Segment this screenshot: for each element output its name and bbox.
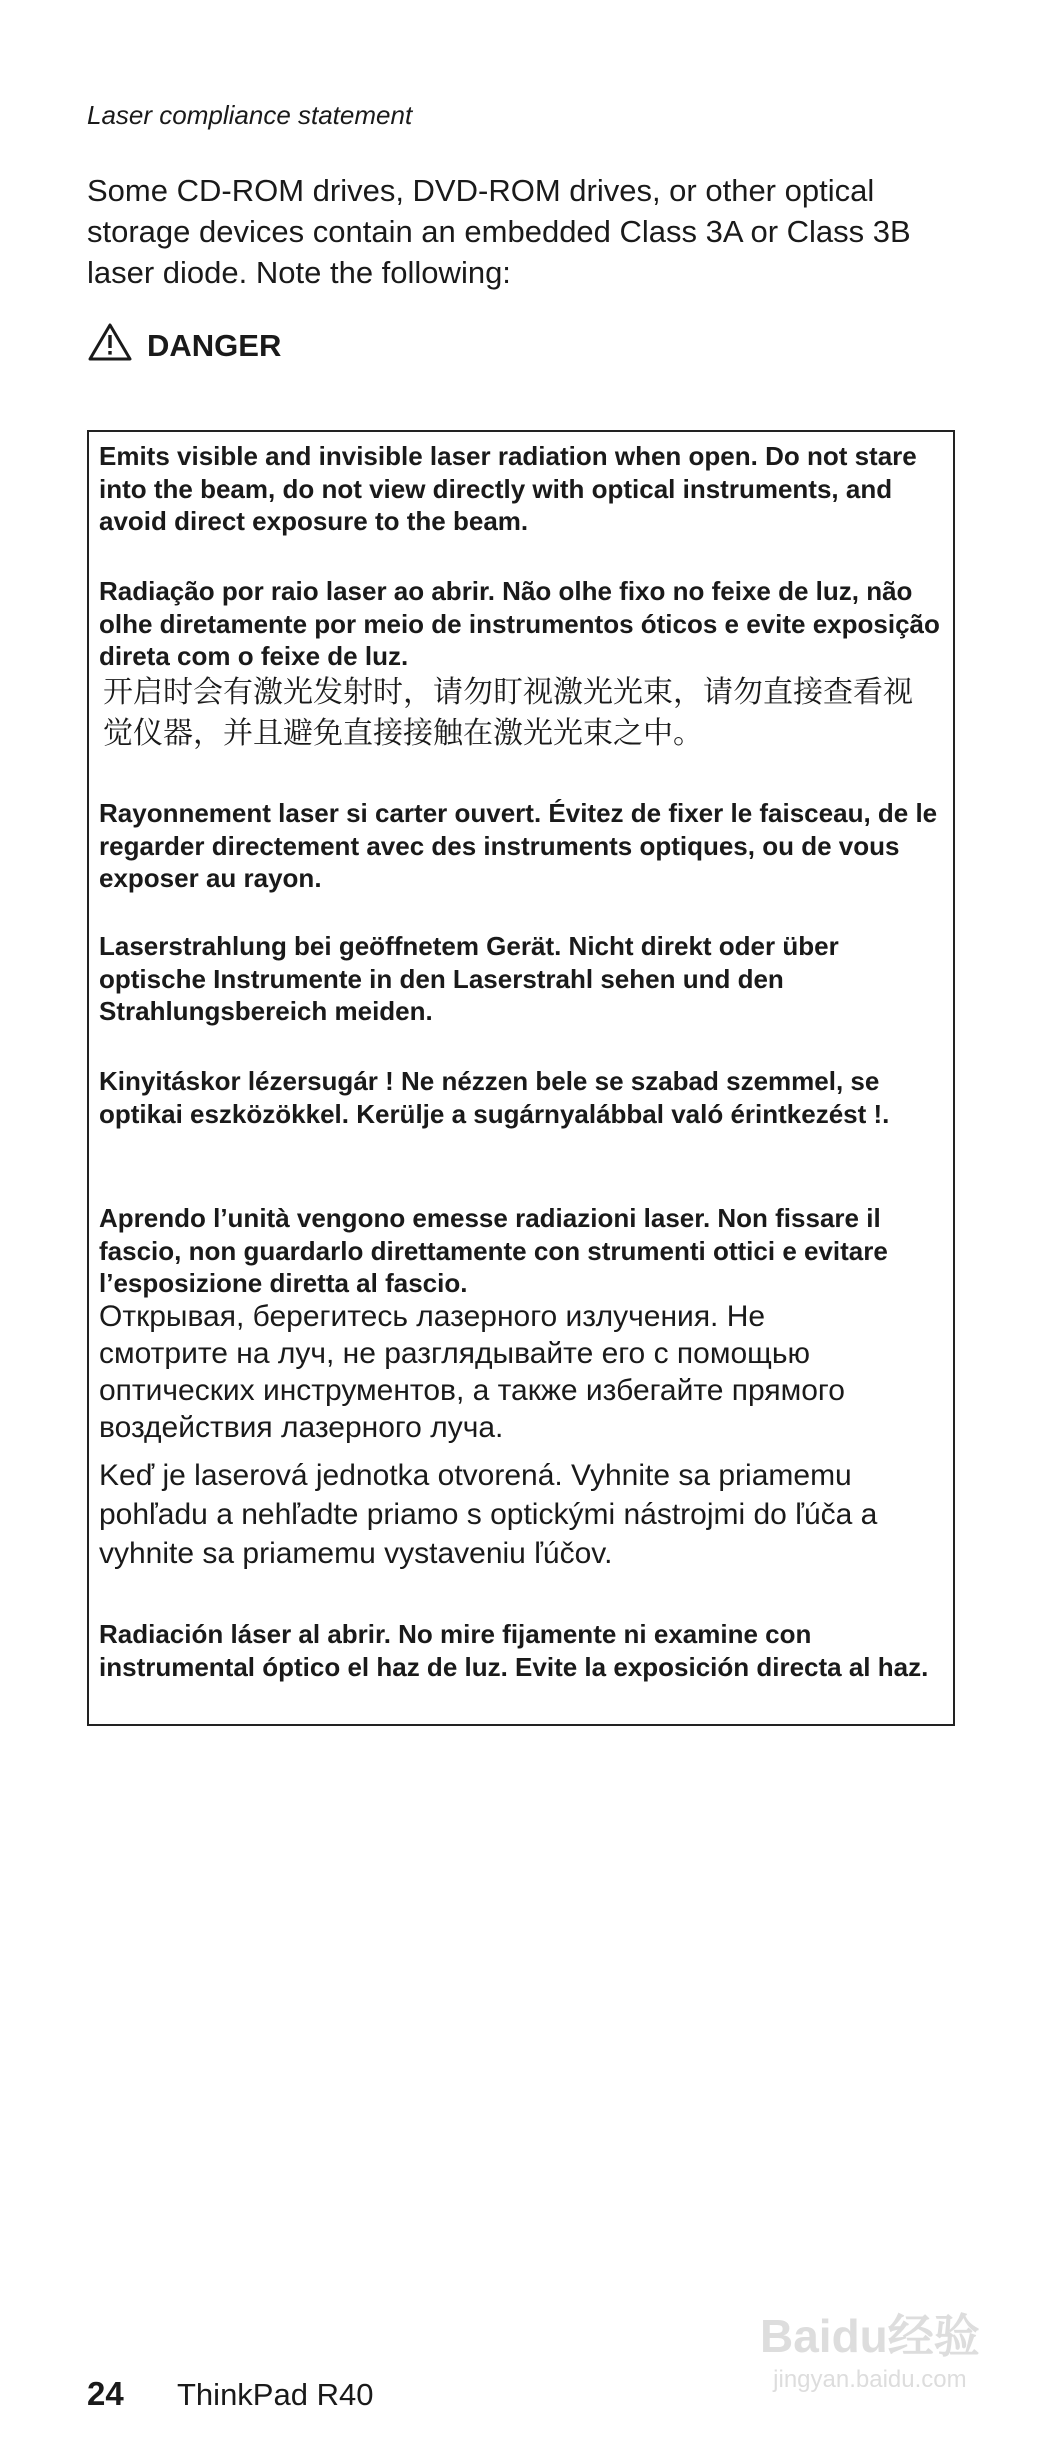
warning-triangle-icon bbox=[87, 322, 133, 370]
warning-fr: Rayonnement laser si carter ouvert. Évitez de fixer le faisceau, de le regarder directement avec des instruments optiques, ou de vous exposer au rayon. bbox=[99, 798, 938, 893]
danger-label: DANGER bbox=[147, 328, 282, 363]
warning-it: Aprendo l’unità vengono emesse radiazioni laser. Non fissare il fascio, non guardarlo direttamente con strumenti ottici e evitare l’esposizione diretta al fascio. bbox=[99, 1203, 888, 1298]
intro-paragraph: Some CD-ROM drives, DVD-ROM drives, or other optical storage devices contain an embedded Class 3A or Class 3B laser diode. Note the following: bbox=[87, 173, 911, 290]
warning-sk: Keď je laserová jednotka otvorená. Vyhnite sa priamemu pohľadu a nehľadte priamo s optickými nástrojmi do ľúča a vyhnite sa priamemu vystaveniu ľúčov. bbox=[99, 1459, 878, 1570]
page-number: 24 bbox=[87, 2375, 124, 2412]
laser-warning-box bbox=[87, 430, 955, 1726]
warning-zh: 开启时会有激光发射时，请勿盯视激光光束，请勿直接查看视觉仪器，并且避免直接接触在激光光束之中。 bbox=[103, 675, 913, 751]
warning-es: Radiación láser al abrir. No mire fijamente ni examine con instrumental óptico el haz de luz. Evite la exposición directa al haz. bbox=[99, 1619, 929, 1682]
watermark-brand: Baidu经验 bbox=[760, 2310, 980, 2362]
watermark-url: jingyan.baidu.com bbox=[773, 2366, 967, 2393]
baidu-watermark-logo bbox=[760, 2300, 980, 2394]
warning-hu: Kinyitáskor lézersugár ! Ne nézzen bele se szabad szemmel, se optikai eszközökkel. Kerülje a sugárnyalábbal való érintkezést !. bbox=[99, 1066, 890, 1129]
warning-en: Emits visible and invisible laser radiation when open. Do not stare into the beam, do not view directly with optical instruments, and avoid direct exposure to the beam. bbox=[99, 441, 917, 536]
warning-ru: Открывая, берегитесь лазерного излучения. Не смотрите на луч, не разглядывайте его с помощью оптических инструментов, а также избегайте прямого воздействия лазерного луча. bbox=[99, 1300, 845, 1444]
warning-pt: Radiação por raio laser ao abrir. Não olhe fixo no feixe de luz, não olhe diretamente por meio de instrumentos óticos e evite exposição direta com o feixe de luz. bbox=[99, 576, 940, 671]
section-heading: Laser compliance statement bbox=[87, 100, 413, 130]
footer-title: ThinkPad R40 bbox=[177, 2377, 374, 2412]
warning-de: Laserstrahlung bei geöffnetem Gerät. Nicht direkt oder über optische Instrumente in den Laserstrahl sehen und den Strahlungsbereich meiden. bbox=[99, 931, 839, 1026]
danger-notice bbox=[87, 322, 281, 370]
